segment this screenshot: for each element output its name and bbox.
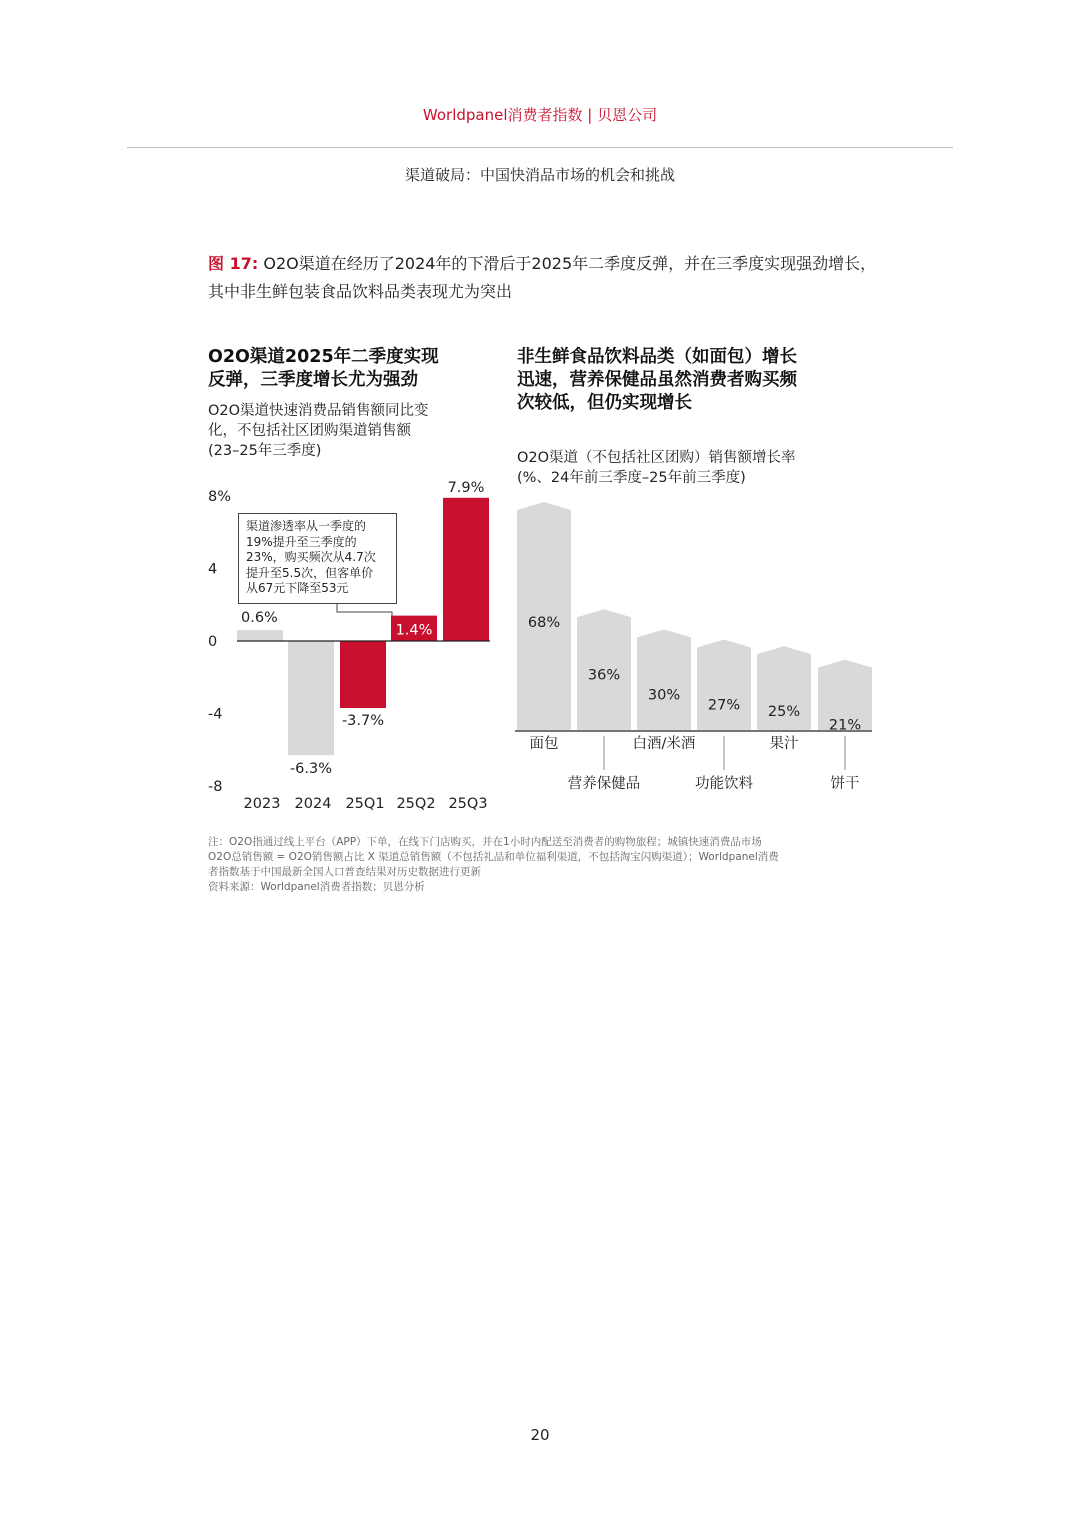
- footnotes: [208, 835, 880, 895]
- callout-line: 23%，购买频次从4.7次: [246, 550, 376, 564]
- header-divider: [127, 147, 953, 148]
- y-tick-label: 4: [208, 561, 218, 578]
- x-tick-label: 营养保健品: [567, 776, 641, 792]
- left-subtitle-line: (23–25年三季度): [208, 443, 322, 459]
- left-heading-line: O2O渠道2025年二季度实现: [208, 347, 439, 367]
- footnote-line: O2O总销售额 = O2O销售额占比 X 渠道总销售额（不包括礼品和单位福利渠道，不包括淘宝闪购渠道）；Worldpanel消费: [208, 851, 779, 863]
- right-heading-line: 非生鲜食品饮料品类（如面包）增长: [517, 347, 797, 367]
- source-line: 资料来源：Worldpanel消费者指数；贝恩分析: [208, 881, 425, 893]
- x-tick-label: 面包: [529, 736, 559, 752]
- callout-line: 渠道渗透率从一季度的: [246, 519, 367, 533]
- y-tick-label: 0: [208, 634, 218, 650]
- data-label: 68%: [527, 615, 561, 631]
- callout-line: 从67元下降至53元: [246, 581, 349, 595]
- bar-功能饮料: [697, 639, 751, 730]
- left-subtitle-line: 化，不包括社区团购渠道销售额: [208, 423, 411, 439]
- y-tick-label: -4: [208, 706, 223, 723]
- data-label: -3.7%: [341, 713, 385, 730]
- figure-caption-text: O2O渠道在经历了2024年的下滑后于2025年二季度反弹，并在三季度实现强劲增长，其中非生鲜包装食品饮料品类表现尤为突出: [208, 254, 877, 301]
- x-tick-label: 果汁: [769, 736, 799, 752]
- bar-2024: [288, 641, 334, 755]
- y-tick-label: -8: [208, 779, 223, 795]
- brand-header: Worldpanel消费者指数 | 贝恩公司: [422, 106, 658, 124]
- data-label: -6.3%: [289, 761, 333, 778]
- left-heading-line: 反弹，三季度增长尤为强劲: [208, 370, 418, 390]
- x-tick-label: 25Q3: [448, 796, 488, 812]
- x-tick-label: 饼干: [830, 776, 860, 792]
- figure-caption: [208, 250, 878, 306]
- callout-line: 提升至5.5次，但客单价: [246, 565, 374, 580]
- x-tick-label: 25Q2: [396, 796, 436, 812]
- callout-box: [238, 513, 397, 604]
- callout-line: 19%提升至三季度的: [246, 534, 357, 549]
- right-subtitle-line: O2O渠道（不包括社区团购）销售额增长率: [517, 450, 796, 466]
- footnote-line: 者指数基于中国最新全国人口普查结果对历史数据进行更新: [208, 866, 481, 878]
- x-tick-label: 2024: [294, 796, 332, 812]
- left-chart-heading: [208, 346, 508, 392]
- right-chart-subtitle: [517, 448, 877, 488]
- data-label: 7.9%: [447, 479, 485, 496]
- right-heading-line: 次较低，但仍实现增长: [517, 393, 692, 413]
- bar-25Q1: [340, 641, 386, 708]
- left-subtitle-line: O2O渠道快速消费品销售额同比变: [208, 403, 429, 419]
- x-tick-label: 2023: [243, 796, 281, 812]
- document-title: 渠道破局：中国快消品市场的机会和挑战: [404, 166, 675, 184]
- data-label: 25%: [767, 704, 801, 721]
- x-tick-label: 25Q1: [345, 796, 385, 812]
- right-heading-line: 迅速，营养保健品虽然消费者购买频: [517, 370, 797, 390]
- data-label: 1.4%: [395, 622, 433, 639]
- data-label: 0.6%: [241, 610, 278, 627]
- category-growth-bar-chart: [510, 490, 880, 800]
- right-chart-heading: [517, 346, 867, 415]
- data-label: 30%: [647, 687, 681, 704]
- footnote-line: 注：O2O指通过线上平台（APP）下单，在线下门店购买，并在1小时内配送至消费者的购物旅程；城镇快速消费品市场: [208, 836, 762, 848]
- x-tick-label: 功能饮料: [695, 776, 753, 792]
- page-number: 20: [530, 1426, 550, 1444]
- bar-2023: [237, 630, 283, 641]
- data-label: 36%: [587, 667, 621, 684]
- data-label: 27%: [707, 697, 741, 714]
- bar-25Q3: [443, 498, 489, 641]
- figure-label: 图 17:: [208, 254, 259, 273]
- data-label: 21%: [828, 717, 862, 734]
- bar-白酒/米酒: [637, 629, 691, 730]
- y-tick-label: 8%: [208, 489, 232, 505]
- x-tick-label: 白酒/米酒: [632, 736, 696, 752]
- right-subtitle-line: (%、24年前三季度–25年前三季度): [517, 470, 746, 486]
- callout-leader-line: [337, 604, 392, 616]
- left-chart-subtitle: [208, 401, 508, 461]
